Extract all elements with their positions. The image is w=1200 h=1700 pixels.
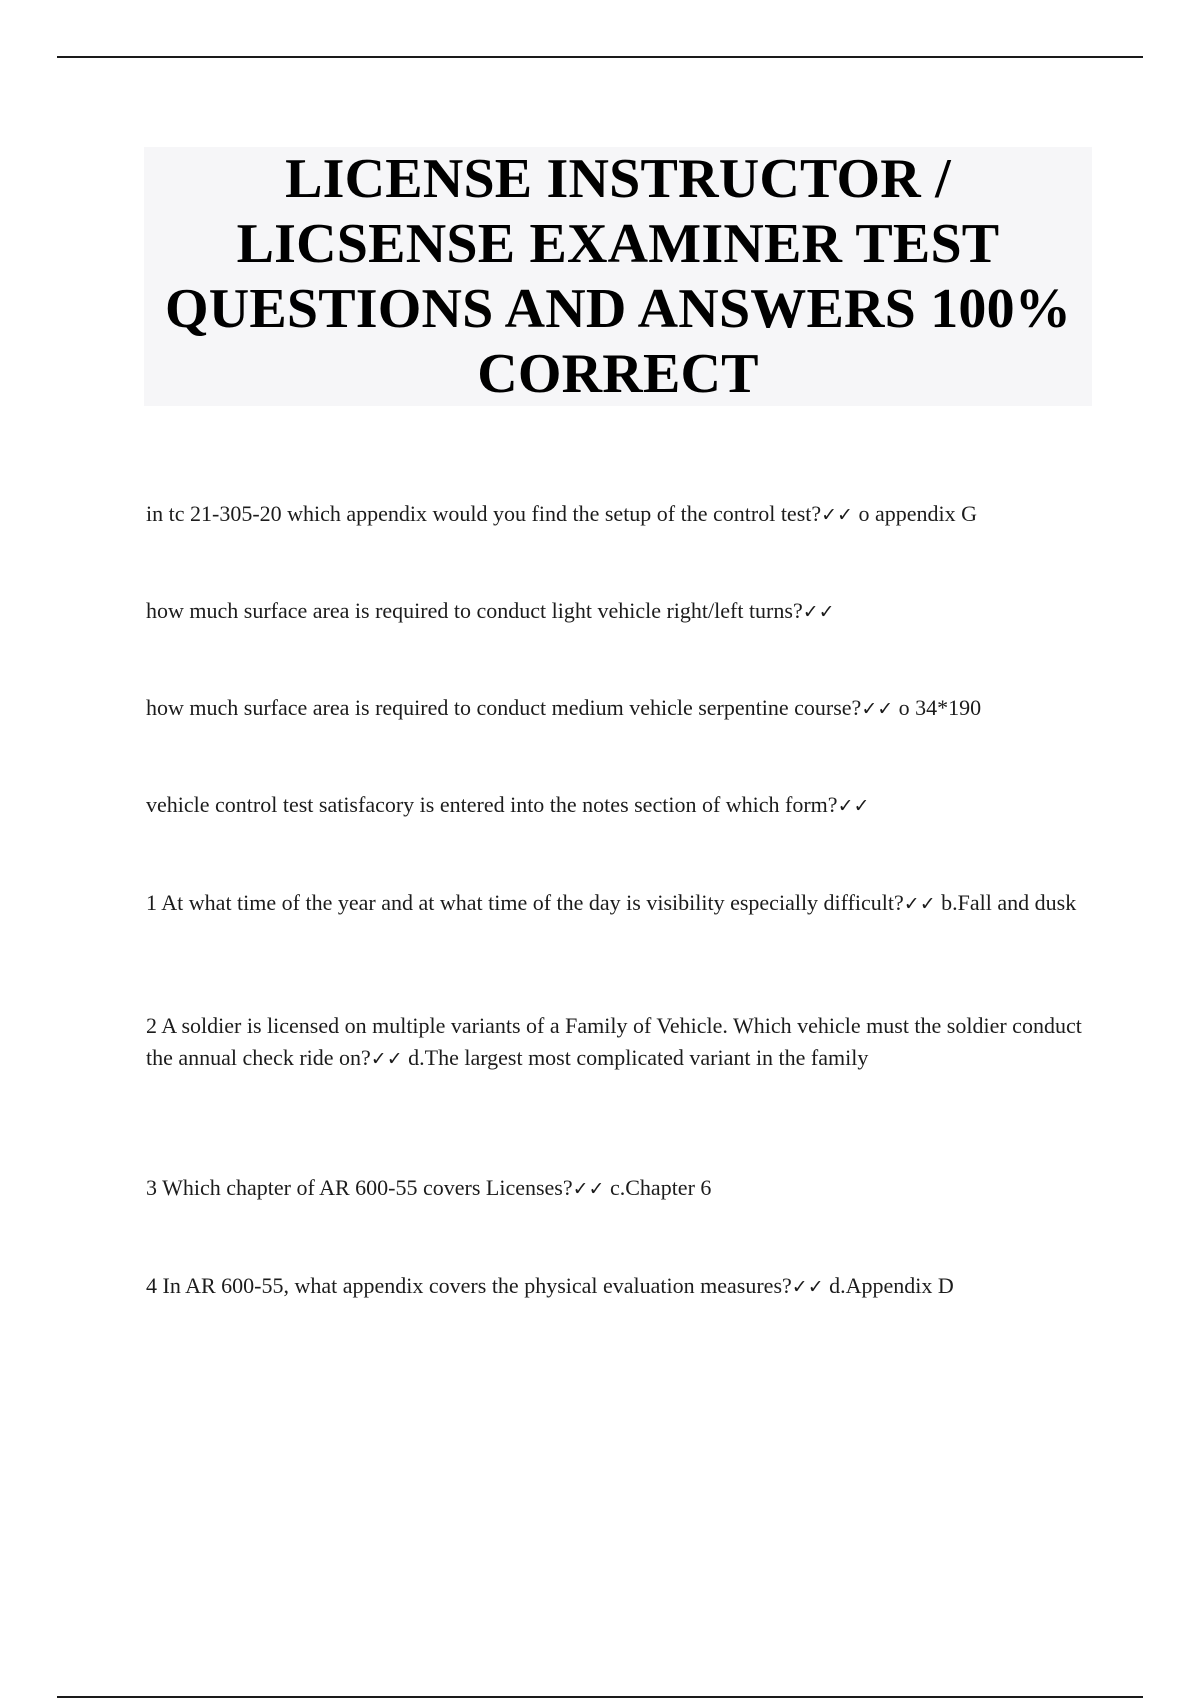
answer-text: c.Chapter 6 — [604, 1175, 712, 1200]
answer-text: d.The largest most complicated variant in the family — [402, 1045, 869, 1070]
qa-item-8 — [146, 1270, 1086, 1303]
double-check-icon: ✓✓ — [802, 601, 835, 623]
double-check-icon: ✓✓ — [903, 893, 936, 915]
title-line-2: LICSENSE EXAMINER TEST — [236, 212, 1000, 275]
question-text: how much surface area is required to conduct light vehicle right/left turns? — [146, 598, 803, 623]
double-check-icon: ✓✓ — [370, 1048, 403, 1070]
qa-item-1 — [146, 498, 1086, 531]
qa-item-7 — [146, 1172, 1086, 1205]
question-text: 1 At what time of the year and at what time of the day is visibility especially difficult? — [146, 890, 904, 915]
double-check-icon: ✓✓ — [821, 504, 853, 526]
qa-item-3 — [146, 692, 1086, 725]
top-horizontal-rule — [57, 56, 1143, 58]
double-check-icon: ✓✓ — [791, 1276, 824, 1298]
title-line-4: CORRECT — [477, 342, 759, 405]
double-check-icon: ✓✓ — [861, 698, 894, 720]
qa-item-5 — [146, 887, 1086, 920]
answer-text: d.Appendix D — [823, 1273, 954, 1298]
question-text: in tc 21-305-20 which appendix would you find the setup of the control test? — [146, 501, 822, 526]
question-text: 3 Which chapter of AR 600-55 covers Licenses? — [146, 1175, 573, 1200]
question-text: 4 In AR 600-55, what appendix covers the physical evaluation measures? — [146, 1273, 792, 1298]
title-line-3: QUESTIONS AND ANSWERS 100% — [164, 277, 1072, 340]
answer-text: b.Fall and dusk — [935, 890, 1077, 915]
bottom-horizontal-rule — [57, 1696, 1143, 1698]
question-text: 2 A soldier is licensed on multiple variants of a Family of Vehicle. Which vehicle must the soldier conduct the annual check ride on? — [146, 1013, 1082, 1070]
qa-item-6 — [146, 1010, 1086, 1075]
answer-text: o 34*190 — [893, 695, 982, 720]
double-check-icon: ✓✓ — [837, 795, 870, 817]
double-check-icon: ✓✓ — [572, 1178, 605, 1200]
answer-text: o appendix G — [852, 501, 978, 526]
question-text: vehicle control test satisfacory is entered into the notes section of which form? — [146, 792, 838, 817]
title-banner — [144, 147, 1092, 406]
question-text: how much surface area is required to conduct medium vehicle serpentine course? — [146, 695, 862, 720]
qa-item-2 — [146, 595, 1086, 628]
document-title — [165, 147, 1071, 407]
title-line-1: LICENSE INSTRUCTOR / — [285, 147, 951, 210]
qa-item-4 — [146, 789, 1086, 822]
